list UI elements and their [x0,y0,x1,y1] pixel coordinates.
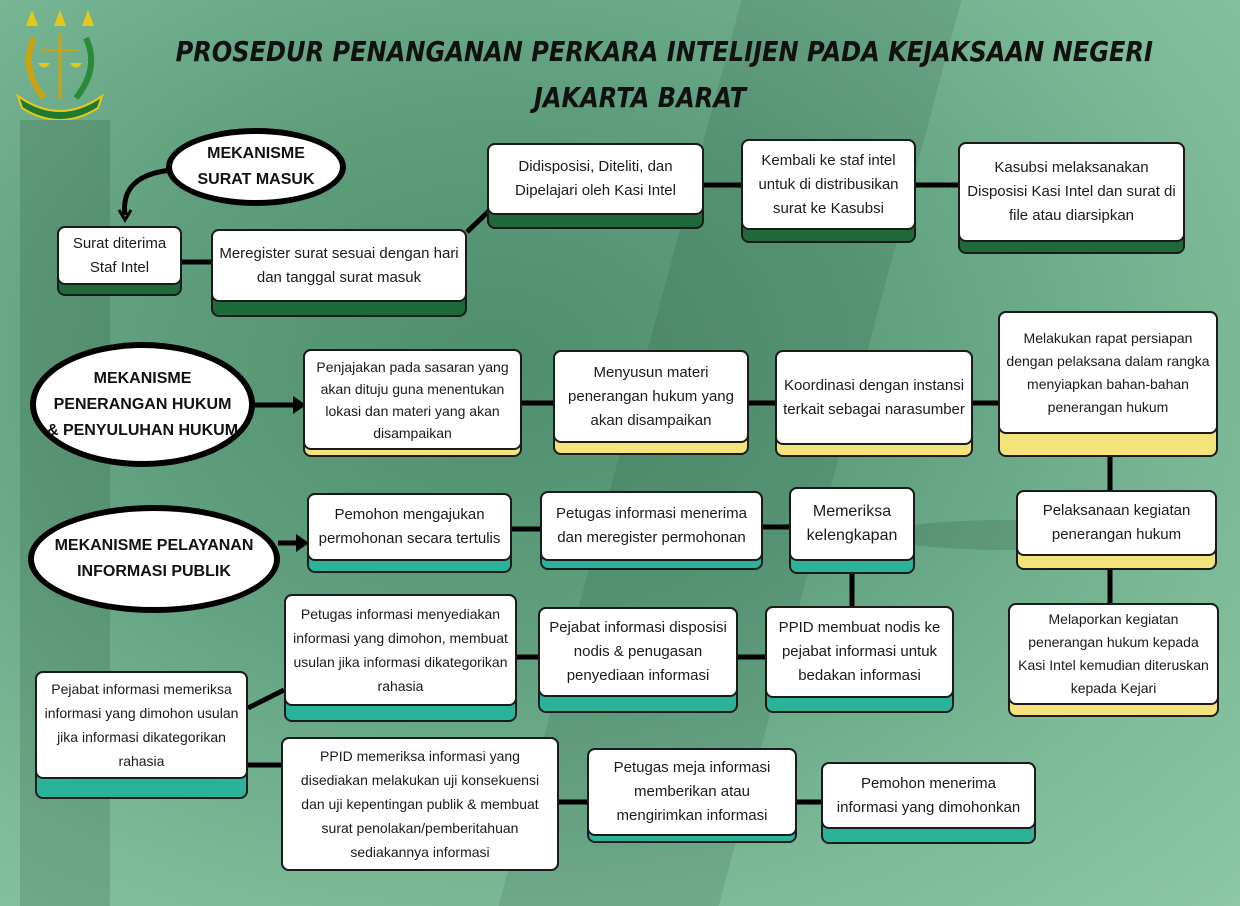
step-surat-4: Kembali ke staf intel untuk di distribusikan surat ke Kasubsi [741,139,916,243]
curved-arrow-surat [125,170,172,215]
heading-surat-masuk: MEKANISME SURAT MASUK [166,128,346,206]
step-penerangan-1: Penjajakan pada sasaran yang akan dituju guna menentukan lokasi dan materi yang akan disampaikan [303,349,522,457]
step-pelayanan-4: PPID membuat nodis ke pejabat informasi untuk bedakan informasi [765,606,954,713]
step-surat-3: Didisposisi, Diteliti, dan Dipelajari oleh Kasi Intel [487,143,704,229]
step-pelayanan-5: Pejabat informasi disposisi nodis & penugasan penyediaan informasi [538,607,738,713]
step-penerangan-4: Melakukan rapat persiapan dengan pelaksana dalam rangka menyiapkan bahan-bahan penerangan hukum [998,311,1218,457]
heading-penerangan-hukum: MEKANISME PENERANGAN HUKUM & PENYULUHAN HUKUM [30,342,255,467]
title-line-2: JAKARTA BARAT [533,81,747,114]
step-pelayanan-9: Petugas meja informasi memberikan atau mengirimkan informasi [587,748,797,843]
title-line-1: PROSEDUR PENANGANAN PERKARA INTELIJEN PADA KEJAKSAAN NEGERI [175,35,1153,68]
step-pelayanan-6: Petugas informasi menyediakan informasi yang dimohon, membuat usulan jika informasi dikategorikan rahasia [284,594,517,722]
heading-pelayanan-informasi: MEKANISME PELAYANAN INFORMASI PUBLIK [28,505,280,613]
step-pelayanan-7: Pejabat informasi memeriksa informasi yang dimohon usulan jika informasi dikategorikan rahasia [35,671,248,799]
step-penerangan-3: Koordinasi dengan instansi terkait sebagai narasumber [775,350,973,457]
step-surat-2: Meregister surat sesuai dengan hari dan tanggal surat masuk [211,229,467,317]
step-penerangan-5: Pelaksanaan kegiatan penerangan hukum [1016,490,1217,570]
step-pelayanan-8: PPID memeriksa informasi yang disediakan melakukan uji konsekuensi dan uji kepentingan publik & membuat surat penolakan/pemberitahuan sediakannya informasi [281,737,559,871]
step-penerangan-2: Menyusun materi penerangan hukum yang akan disampaikan [553,350,749,455]
step-surat-1: Surat diterima Staf Intel [57,226,182,296]
step-surat-5: Kasubsi melaksanakan Disposisi Kasi Intel dan surat di file atau diarsipkan [958,142,1185,254]
step-pelayanan-3: Memeriksa kelengkapan [789,487,915,574]
step-pelayanan-1: Pemohon mengajukan permohonan secara tertulis [307,493,512,573]
step-pelayanan-2: Petugas informasi menerima dan meregister permohonan [540,491,763,570]
step-pelayanan-10: Pemohon menerima informasi yang dimohonkan [821,762,1036,844]
step-penerangan-6: Melaporkan kegiatan penerangan hukum kepada Kasi Intel kemudian diteruskan kepada Kejari [1008,603,1219,717]
